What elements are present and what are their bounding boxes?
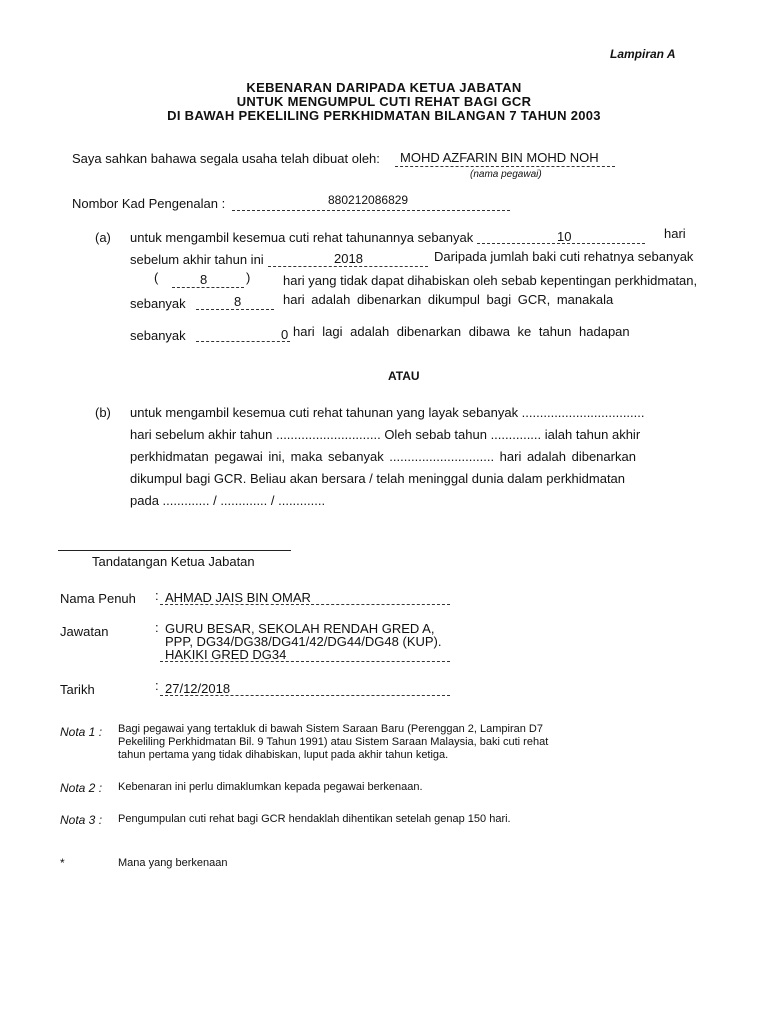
option-a-line4: hari adalah dibenarkan dikumpul bagi GCR, manakala — [283, 292, 614, 307]
date-line — [160, 695, 450, 696]
officer-name-value: MOHD AZFARIN BIN MOHD NOH — [400, 150, 599, 165]
year-line — [268, 266, 428, 267]
position-line-2: PPP, DG34/DG38/DG41/42/DG44/DG48 (KUP). — [165, 634, 442, 649]
balance-value: 8 — [200, 272, 208, 287]
option-a-line2-tail: Daripada jumlah baki cuti rehatnya sebanyak — [434, 249, 694, 264]
option-b-line5: pada ............. / ............. / ............. — [130, 493, 326, 508]
ic-line — [232, 210, 510, 211]
note-1-label: Nota 1 : — [60, 725, 103, 739]
appendix-label: Lampiran A — [610, 47, 676, 61]
hari-label: hari — [664, 226, 686, 241]
position-label: Jawatan — [60, 624, 109, 639]
note-1-line-1: Bagi pegawai yang tertakluk di bawah Sistem Saraan Baru (Perenggan 2, Lampiran D7 — [118, 723, 543, 735]
note-2-line-1: Kebenaran ini perlu dimaklumkan kepada pegawai berkenaan. — [118, 781, 423, 793]
ic-label: Nombor Kad Pengenalan : — [72, 196, 226, 211]
date-value: 27/12/2018 — [165, 681, 231, 696]
days-line — [477, 243, 645, 244]
note-1-line-3: tahun pertama yang tidak dihabiskan, luput pada akhir tahun ketiga. — [118, 749, 449, 761]
position-colon: : — [155, 620, 159, 635]
paren-open: ( — [154, 270, 159, 285]
carry-value: 0 — [281, 327, 289, 342]
note-3-line-1: Pengumpulan cuti rehat bagi GCR hendaklah dihentikan setelah genap 150 hari. — [118, 813, 511, 825]
title-line-2: UNTUK MENGUMPUL CUTI REHAT BAGI GCR — [236, 94, 532, 109]
gcr-value: 8 — [234, 294, 242, 309]
fullname-line — [160, 604, 450, 605]
date-label: Tarikh — [60, 682, 95, 697]
fullname-colon: : — [155, 588, 159, 603]
option-a-line2: sebelum akhir tahun ini — [130, 252, 264, 267]
position-line-1: GURU BESAR, SEKOLAH RENDAH GRED A, — [165, 621, 435, 636]
option-b-line3: perkhidmatan pegawai ini, maka sebanyak ............................. hari adalah dibenarkan — [130, 449, 636, 464]
ic-value: 880212086829 — [328, 193, 409, 207]
days-value: 10 — [557, 229, 572, 244]
footnote-text: Mana yang berkenaan — [118, 857, 228, 869]
carry-line — [196, 341, 290, 342]
option-a-marker: (a) — [95, 230, 111, 245]
option-b-line2: hari sebelum akhir tahun ............................. Oleh sebab tahun .............. ialah tahun akhir — [130, 427, 641, 442]
signature-line — [58, 550, 291, 551]
option-b-line4: dikumpul bagi GCR. Beliau akan bersara / telah meninggal dunia dalam perkhidmatan — [130, 471, 626, 486]
title-line-3: DI BAWAH PEKELILING PERKHIDMATAN BILANGAN 7 TAHUN 2003 — [167, 108, 601, 123]
paren-close: ) — [246, 270, 251, 285]
option-a-line5: hari lagi adalah dibenarkan dibawa ke tahun hadapan — [293, 324, 630, 339]
signature-label: Tandatangan Ketua Jabatan — [92, 554, 255, 569]
position-line-3: HAKIKI GRED DG34 — [165, 647, 287, 662]
gcr-label: sebanyak — [130, 296, 186, 311]
note-3-label: Nota 3 : — [60, 813, 103, 827]
position-line — [160, 661, 450, 662]
certify-label: Saya sahkan bahawa segala usaha telah dibuat oleh: — [72, 151, 380, 166]
fullname-label: Nama Penuh — [60, 591, 136, 606]
gcr-line — [196, 309, 274, 310]
note-1-line-2: Pekeliling Perkhidmatan Bil. 9 Tahun 1991) atau Sistem Saraan Malaysia, baki cuti rehat — [118, 736, 549, 748]
option-a-line1: untuk mengambil kesemua cuti rehat tahunannya sebanyak — [130, 230, 474, 245]
note-2-label: Nota 2 : — [60, 781, 103, 795]
carry-label: sebanyak — [130, 328, 186, 343]
option-b-line1: untuk mengambil kesemua cuti rehat tahunan yang layak sebanyak .................................. — [130, 405, 645, 420]
officer-name-line — [395, 166, 615, 167]
date-colon: : — [155, 678, 159, 693]
title-line-1: KEBENARAN DARIPADA KETUA JABATAN — [246, 80, 522, 95]
year-value: 2018 — [334, 251, 363, 266]
option-b-marker: (b) — [95, 405, 111, 420]
officer-name-hint: (nama pegawai) — [470, 169, 542, 180]
balance-line — [172, 287, 244, 288]
option-a-line3: hari yang tidak dapat dihabiskan oleh sebab kepentingan perkhidmatan, — [283, 273, 698, 288]
footnote-marker: * — [60, 856, 65, 870]
fullname-value: AHMAD JAIS BIN OMAR — [165, 590, 311, 605]
atau-separator: ATAU — [388, 369, 420, 383]
